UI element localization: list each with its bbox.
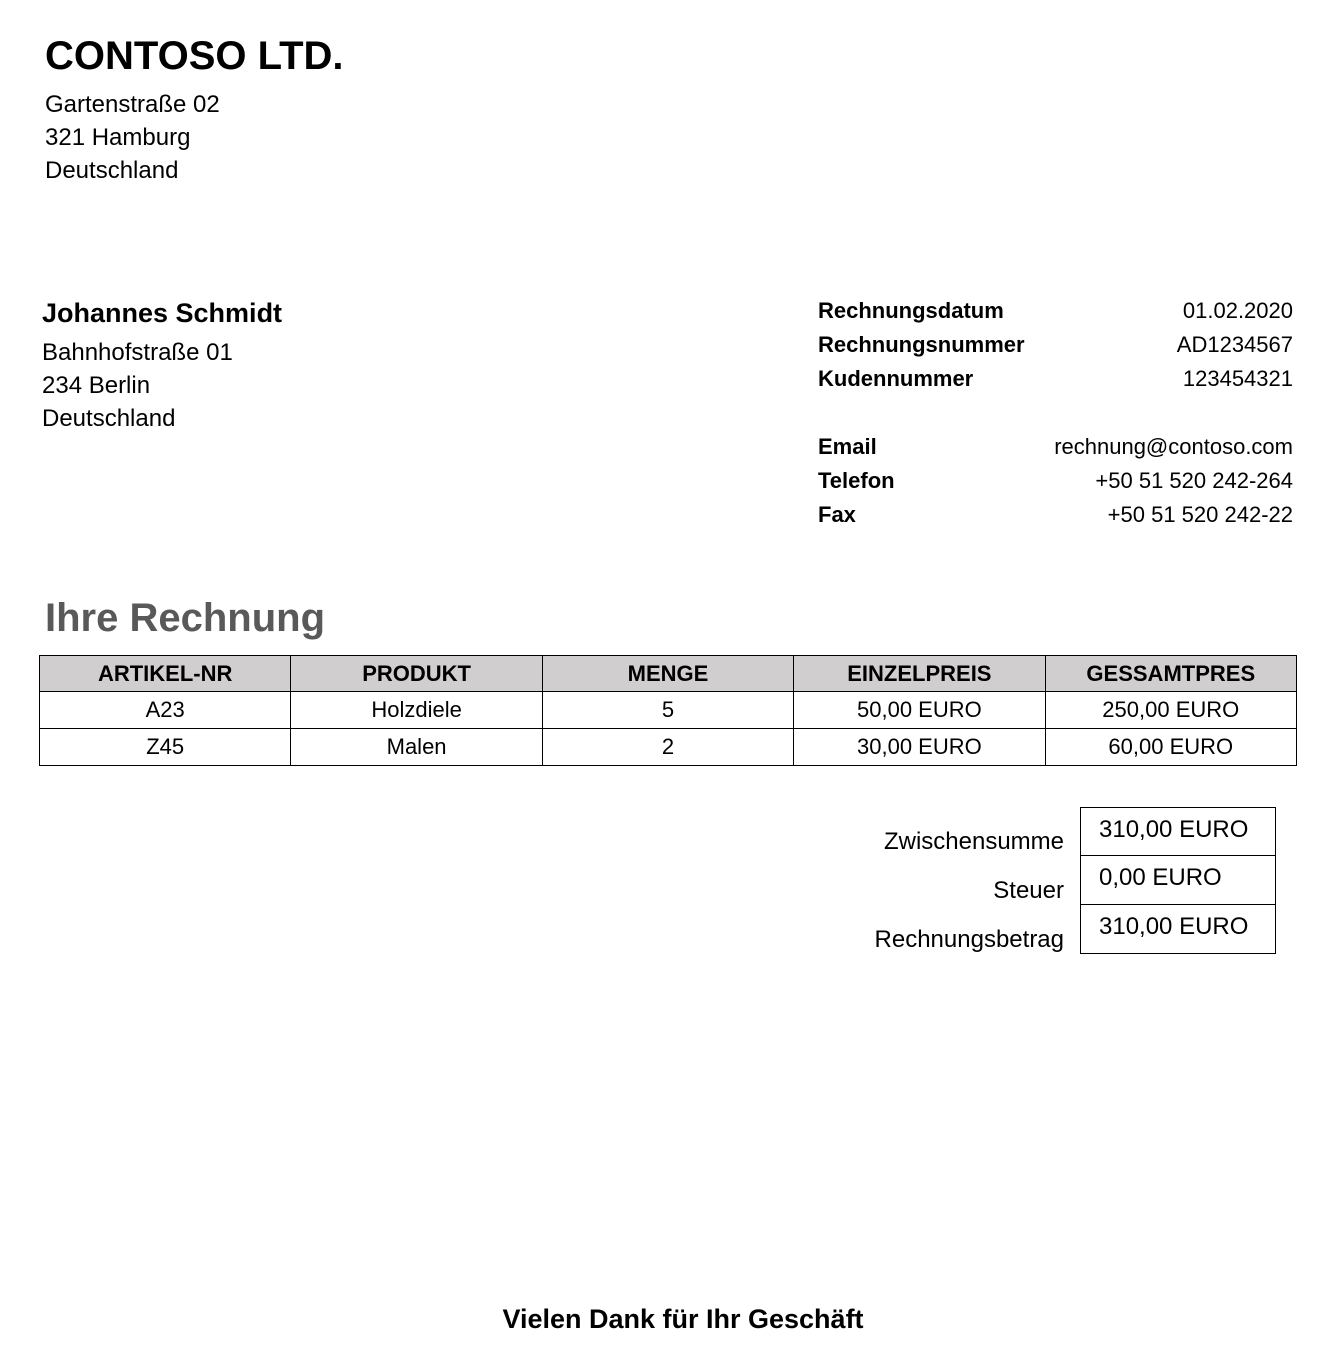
table-cell: Malen <box>291 729 542 766</box>
meta-row-customer <box>818 362 1293 396</box>
table-cell: Z45 <box>40 729 291 766</box>
thank-you-note: Vielen Dank für Ihr Geschäft <box>502 1304 864 1334</box>
table-cell: 50,00 EURO <box>794 692 1045 729</box>
contact-row-email <box>818 430 1293 464</box>
totals-value: 0,00 EURO <box>1080 856 1276 905</box>
contact-value: +50 51 520 242-264 <box>1095 468 1293 493</box>
sender-country: Deutschland <box>45 157 179 184</box>
table-cell: 60,00 EURO <box>1045 729 1296 766</box>
column-header: PRODUKT <box>291 656 542 692</box>
contact-value: +50 51 520 242-22 <box>1107 502 1293 527</box>
contact-value: rechnung@contoso.com <box>1054 434 1293 459</box>
contact-row-fax <box>818 498 1293 532</box>
recipient-name: Johannes Schmidt <box>42 298 283 328</box>
totals-value: 310,00 EURO <box>1080 807 1276 856</box>
meta-row-number <box>818 328 1293 362</box>
recipient-address <box>42 336 233 435</box>
sender-city: 321 Hamburg <box>45 124 191 151</box>
recipient-city: 234 Berlin <box>42 372 151 399</box>
totals-row-total <box>860 905 1276 954</box>
contact-row-phone <box>818 464 1293 498</box>
totals-value: 310,00 EURO <box>1080 905 1276 954</box>
meta-label: Kudennummer <box>818 366 974 391</box>
contact-label: Telefon <box>818 468 895 493</box>
meta-label: Rechnungsnummer <box>818 332 1025 357</box>
table-cell: 5 <box>542 692 793 729</box>
contact-label: Email <box>818 434 877 459</box>
column-header: MENGE <box>542 656 793 692</box>
table-cell: Holzdiele <box>291 692 542 729</box>
totals-label: Zwischensumme <box>883 828 1064 855</box>
column-header: ARTIKEL-NR <box>40 656 291 692</box>
contact-info <box>818 430 1293 532</box>
table-cell: 250,00 EURO <box>1045 692 1296 729</box>
table-cell: 30,00 EURO <box>794 729 1045 766</box>
contact-label: Fax <box>818 502 856 527</box>
meta-value: 123454321 <box>1182 366 1293 391</box>
totals-row-tax <box>860 856 1276 905</box>
table-header-row <box>40 656 1297 692</box>
totals-label: Steuer <box>993 877 1064 904</box>
meta-row-date <box>818 294 1293 328</box>
meta-label: Rechnungsdatum <box>818 298 1004 323</box>
column-header: EINZELPREIS <box>794 656 1045 692</box>
table-cell: 2 <box>542 729 793 766</box>
recipient-country: Deutschland <box>42 405 176 432</box>
sender-street: Gartenstraße 02 <box>45 91 220 118</box>
sender-address <box>45 88 220 187</box>
items-table <box>39 655 1297 766</box>
meta-value: 01.02.2020 <box>1182 298 1293 323</box>
totals-label: Rechnungsbetrag <box>874 926 1064 953</box>
totals-block <box>860 807 1276 954</box>
section-heading: Ihre Rechnung <box>45 596 326 640</box>
table-row <box>40 692 1297 729</box>
company-name: CONTOSO LTD. <box>45 34 344 78</box>
recipient-street: Bahnhofstraße 01 <box>42 339 233 366</box>
table-cell: A23 <box>40 692 291 729</box>
invoice-meta <box>818 294 1293 396</box>
column-header: GESSAMTPRES <box>1045 656 1296 692</box>
meta-value: AD1234567 <box>1176 332 1293 357</box>
totals-row-subtotal <box>860 807 1276 856</box>
table-row <box>40 729 1297 766</box>
